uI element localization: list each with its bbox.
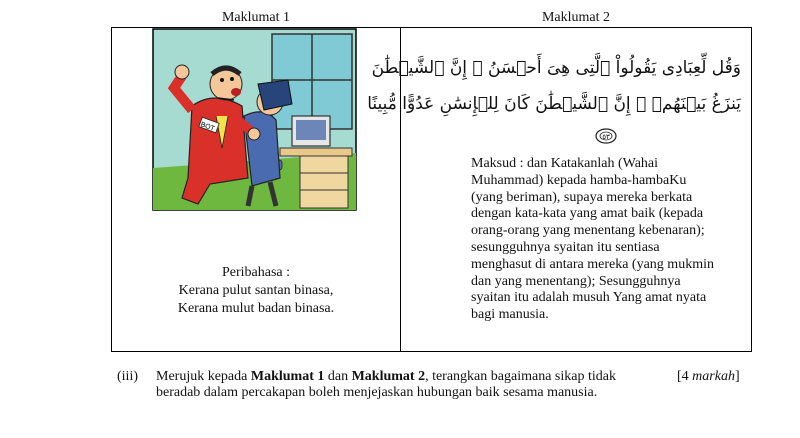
meaning-line: bagi manusia. (471, 307, 549, 323)
meaning-line: syaitan itu adalah musuh Yang amat nyata (471, 290, 707, 306)
maklumat-2-panel (367, 27, 752, 352)
meaning-line: Muhammad) kepada hamba-hambaKu (471, 172, 687, 188)
maklumat-2-heading: Maklumat 2 (541, 10, 611, 25)
question-text: Merujuk kepada Maklumat 1 dan Maklumat 2, terangkan bagaimana sikap tidak beradab dalam percakapan boleh menjejaskan hubungan baik sesama manusia. (156, 369, 616, 400)
maklumat-1-panel (111, 27, 401, 352)
verse-number-ornament (595, 128, 617, 144)
question-ref-1: Maklumat 1 (250, 369, 325, 384)
meaning-line: (yang beriman), supaya mereka berkata (471, 189, 693, 205)
quran-verse-line-1: وَقُل لِّعِبَادِى يَقُولُواْ ٱلَّتِى هِىَ أَحۡسَنُ ۚ إِنَّ ٱلشَّيۡطَٰنَ (371, 58, 741, 78)
question-marks: [4 markah] (677, 369, 740, 384)
verse-meaning (471, 156, 749, 324)
meaning-line: dan yang menentang); Sesungguhnya (471, 273, 681, 289)
meaning-line: dengan kata-kata yang amat baik (kepada (471, 206, 704, 222)
proverb-line-2: Kerana mulut badan binasa. (177, 301, 335, 316)
meaning-line: menghasut di antara mereka (yang mukmin (471, 256, 714, 272)
meaning-line: sesungguhnya syaitan itu sentiasa (471, 239, 660, 255)
cartoon-desk (280, 148, 352, 156)
proverb-label: Peribahasa : (221, 265, 291, 280)
quran-verse-line-2: يَنزَغُ بَيۡنَهُمۡ ۚ إِنَّ ٱلشَّيۡطَٰنَ كَانَ لِلۡإِنسَٰنِ عَدُوًّا مُّبِينًا (367, 94, 741, 114)
verse-number: ٥٣ (602, 133, 610, 141)
meaning-line: Maksud : dan Katakanlah (Wahai (471, 156, 659, 171)
question-ref-2: Maklumat 2 (351, 369, 426, 384)
cartoon-illustration (152, 28, 357, 211)
question-number: (iii) (117, 369, 138, 384)
maklumat-1-heading: Maklumat 1 (221, 10, 291, 25)
cartoon-tag-text: BOT (199, 121, 216, 133)
proverb-line-1: Kerana pulut santan binasa, (178, 283, 334, 298)
meaning-line: orang-orang yang menentang kebenaran); (471, 223, 705, 239)
